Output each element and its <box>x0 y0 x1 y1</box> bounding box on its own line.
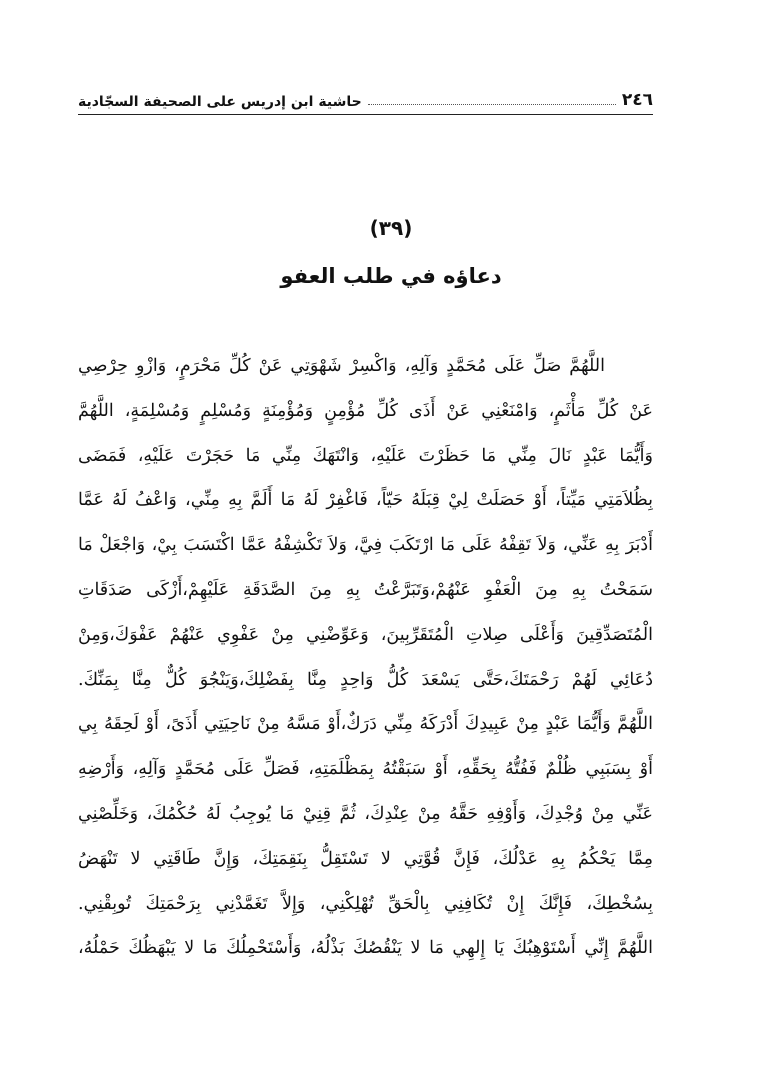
text-line: اللَّهُمَّ صَلِّ عَلَى مُحَمَّدٍ وَآلِهِ، وَاكْسِرْ شَهْوَتِي عَنْ كُلِّ مَحْرَمٍ، وَازْوِ حِرْصِي <box>78 356 605 376</box>
chapter-number: (٣٩) <box>369 216 413 240</box>
chapter-title: دعاؤه في طلب العفو <box>280 264 502 288</box>
text-line: اللَّهُمَّ إِنِّي أَسْتَوْهِبُكَ يَا إِلهِي مَا لا يَنْقُصُكَ بَذْلُهُ، وَأَسْتَحْمِلُكَ مَا لا يَبْهَظُكَ حَمْلُهُ، <box>78 938 653 959</box>
running-title: حاشية ابن إدريس على الصحيفة السجّادية <box>78 94 362 110</box>
text-line: دُعَائِي لَهُمْ رَحْمَتَكَ،حَتَّى يَسْعَدَ كُلُّ وَاحِدٍ مِنَّا بِفَضْلِكَ،وَيَنْجُوَ كُلٌّ مِنَّا بِمَنِّكَ. <box>78 669 653 690</box>
text-line: مِمَّا يَحْكُمُ بِهِ عَدْلُكَ، فَإِنَّ قُوَّتِي لا تَسْتَقِلُّ بِنَقِمَتِكَ، وَإِنَّ طَاقَتِي لا تَنْهَضُ <box>78 848 653 869</box>
text-line: أَدْبَرَ بِهِ عَنِّي، وَلاَ تَقِفْهُ عَلَى مَا ارْتَكَبَ فِيَّ، وَلاَ تَكْشِفْهُ عَمَّا اكْتَسَبَ بِيْ، وَاجْعَلْ مَا <box>78 535 653 556</box>
text-line: أَوْ بِسَبَبِي ظُلْمٌ فَفُتُّهُ بِحَقِّهِ، أَوْ سَبَقْتُهُ بِمَظْلَمَتِهِ، فَصَلِّ عَلَى مُحَمَّدٍ وَآلِهِ، وَأَرْضِهِ <box>78 759 653 780</box>
text-line: عَنِّي مِنْ وُجْدِكَ، وَأَوْفِهِ حَقَّهُ مِنْ عِنْدِكَ، ثُمَّ قِنِيْ مَا يُوجِبُ لَهُ حُكْمُكَ، وَخَلِّصْنِي <box>78 803 653 824</box>
text-line: بِظُلاَمَتِي مَيِّتاً، أَوْ حَصَلَتْ لِيْ قِبَلَهُ حَيّاً، فَاغْفِرْ لَهُ مَا أَلَمَّ بِهِ مِنِّي، وَاعْفُ لَهُ عَمَّا <box>78 490 653 511</box>
text-line: عَنْ كُلِّ مَأْثَمٍ، وَامْنَعْنِي عَنْ أَذَى كُلِّ مُؤْمِنٍ وَمُؤْمِنَةٍ وَمُسْلِمٍ وَمُسْلِمَةٍ، اللَّهُمَّ <box>78 400 653 421</box>
header-dot-leader <box>368 103 616 105</box>
text-line: سَمَحْتُ بِهِ مِنَ الْعَفْوِ عَنْهُمْ،وَتَبَرَّعْتُ بِهِ مِنَ الصَّدَقَةِ عَلَيْهِمْ،أَزْكَى صَدَقَاتِ <box>78 579 653 600</box>
text-line: وَأَيُّمَا عَبْدٍ نَالَ مِنِّي مَا حَظَرْتَ عَلَيْهِ، وَانْتَهَكَ مِنِّي مَا حَجَرْتَ عَلَيْهِ، فَمَضَى <box>78 445 653 466</box>
text-line: الْمُتَصَدِّقِينَ وَأَعْلَى صِلاتِ الْمُتَقَرِّبِينَ، وَعَوِّضْنِي مِنْ عَفْوِي عَنْهُمْ عَفْوَكَ،وَمِنْ <box>78 624 653 645</box>
text-line: اللَّهُمَّ وَأَيُّمَا عَبْدٍ مِنْ عَبِيدِكَ أَدْرَكَهُ مِنِّي دَرَكٌ،أَوْ مَسَّهُ مِنْ نَاحِيَتِي أَذَىً، أَوْ لَحِقَهُ بِي <box>78 714 653 735</box>
page-number: ٢٤٦ <box>621 90 653 110</box>
text-line: بِسُخْطِكَ، فَإِنَّكَ إِنْ تُكَافِنِي بِالْحَقِّ تُهْلِكْنِي، وَإِلاَّ تَغَمَّدْنِي بِرَحْمَتِكَ تُوبِقْنِي. <box>78 893 653 914</box>
prayer-text <box>78 344 653 971</box>
running-header <box>78 84 653 115</box>
